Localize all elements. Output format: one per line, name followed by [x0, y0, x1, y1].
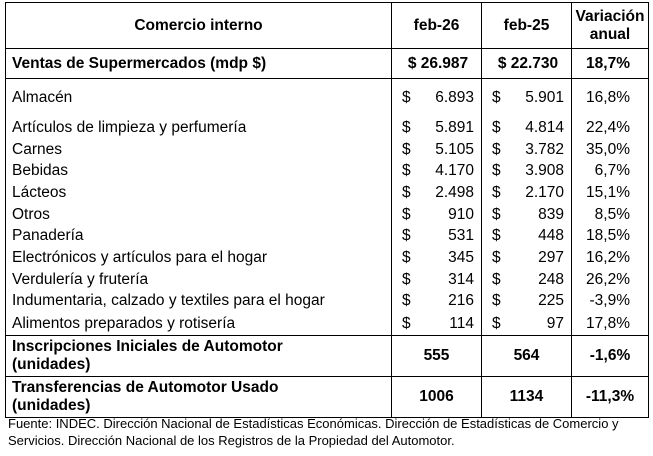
row-label: Verdulería y frutería — [6, 269, 392, 291]
row-value-feb-26 — [392, 312, 482, 336]
header-variation-line1: Variación — [575, 7, 645, 25]
row-variation: 26,2% — [572, 269, 649, 291]
row-value-feb-25 — [482, 312, 572, 336]
table-row — [6, 247, 649, 269]
row-variation: -3,9% — [572, 291, 649, 313]
header-variation — [572, 3, 649, 49]
amount: 4.170 — [435, 162, 474, 180]
total-label: Ventas de Supermercados (mdp $) — [6, 49, 392, 79]
row-value-feb-26 — [392, 204, 482, 226]
currency-symbol: $ — [402, 227, 411, 245]
row-value-feb-26 — [392, 291, 482, 313]
row-value-feb-26 — [392, 182, 482, 204]
currency-symbol: $ — [492, 183, 501, 201]
row-label: Artículos de limpieza y perfumería — [6, 117, 392, 139]
row-value-feb-25 — [482, 160, 572, 182]
row-label: Carnes — [6, 139, 392, 161]
row-value-feb-26 — [392, 79, 482, 118]
amount: 345 — [448, 248, 474, 266]
header-concept: Comercio interno — [6, 3, 392, 49]
amount: 5.105 — [435, 140, 474, 158]
row-label: Alimentos preparados y rotisería — [6, 312, 392, 336]
amount: 216 — [448, 292, 474, 310]
table-row — [6, 291, 649, 313]
total-feb-25: $ 22.730 — [482, 49, 572, 79]
row-value-feb-25 — [482, 247, 572, 269]
table-row — [6, 160, 649, 182]
amount: 2.170 — [525, 183, 564, 201]
row-label: Otros — [6, 204, 392, 226]
amount: 5.901 — [525, 89, 564, 106]
items-body — [6, 79, 649, 336]
currency-symbol: $ — [492, 227, 501, 245]
currency-symbol: $ — [492, 314, 501, 332]
auto-registrations-feb-26: 555 — [392, 336, 482, 377]
amount: 297 — [538, 248, 564, 266]
amount: 3.908 — [525, 162, 564, 180]
auto-registrations-feb-25: 564 — [482, 336, 572, 377]
currency-symbol: $ — [492, 162, 501, 180]
row-label: Indumentaria, calzado y textiles para el hogar — [6, 291, 392, 313]
currency-symbol: $ — [492, 89, 501, 106]
row-variation: 16,8% — [572, 79, 649, 118]
row-value-feb-26 — [392, 269, 482, 291]
header-variation-line2: anual — [589, 25, 631, 43]
auto-transfers-feb-26: 1006 — [392, 377, 482, 418]
auto-registrations-variation: -1,6% — [572, 336, 649, 377]
amount: 248 — [538, 270, 564, 288]
currency-symbol: $ — [402, 205, 411, 223]
row-value-feb-25 — [482, 204, 572, 226]
auto-transfers-feb-25: 1134 — [482, 377, 572, 418]
table-row — [6, 269, 649, 291]
supermarket-total-row — [6, 49, 649, 79]
auto-registrations-row — [6, 336, 649, 377]
row-value-feb-25 — [482, 139, 572, 161]
currency-symbol: $ — [402, 314, 411, 332]
currency-symbol: $ — [492, 270, 501, 288]
amount: 3.782 — [525, 140, 564, 158]
source-note: Fuente: INDEC. Dirección Nacional de Estadísticas Económicas. Dirección de Estadísticas de Comercio y Servicios. Dirección Nacional de los Registros de la Propiedad del Automotor. — [8, 416, 619, 448]
row-value-feb-25 — [482, 117, 572, 139]
row-value-feb-25 — [482, 291, 572, 313]
currency-symbol: $ — [402, 248, 411, 266]
currency-symbol: $ — [492, 248, 501, 266]
amount: 314 — [448, 270, 474, 288]
amount: 5.891 — [435, 118, 474, 136]
currency-symbol: $ — [402, 140, 411, 158]
table-row — [6, 182, 649, 204]
table-row — [6, 225, 649, 247]
row-label: Lácteos — [6, 182, 392, 204]
row-value-feb-25 — [482, 269, 572, 291]
row-value-feb-26 — [392, 117, 482, 139]
currency-symbol: $ — [402, 292, 411, 310]
row-value-feb-26 — [392, 160, 482, 182]
total-feb-26: $ 26.987 — [392, 49, 482, 79]
amount: 4.814 — [525, 118, 564, 136]
table-row — [6, 139, 649, 161]
currency-symbol: $ — [402, 270, 411, 288]
row-label: Bebidas — [6, 160, 392, 182]
row-value-feb-26 — [392, 247, 482, 269]
row-label: Almacén — [6, 79, 392, 118]
row-variation: 22,4% — [572, 117, 649, 139]
currency-symbol: $ — [402, 118, 411, 136]
row-variation: 8,5% — [572, 204, 649, 226]
amount: 2.498 — [435, 183, 474, 201]
currency-symbol: $ — [492, 140, 501, 158]
amount: 97 — [546, 314, 564, 332]
amount: 839 — [538, 205, 564, 223]
row-variation: 15,1% — [572, 182, 649, 204]
row-value-feb-25 — [482, 79, 572, 118]
auto-transfers-label-line1: Transferencias de Automotor Usado — [12, 379, 279, 397]
row-value-feb-26 — [392, 225, 482, 247]
currency-symbol: $ — [492, 292, 501, 310]
auto-transfers-label-line2: (unidades) — [12, 397, 91, 415]
table-row — [6, 117, 649, 139]
row-variation: 6,7% — [572, 160, 649, 182]
amount: 448 — [538, 227, 564, 245]
auto-transfers-row — [6, 377, 649, 418]
amount: 114 — [449, 314, 474, 332]
header-feb-25: feb-25 — [482, 3, 572, 49]
auto-transfers-variation: -11,3% — [572, 377, 649, 418]
row-variation: 18,5% — [572, 225, 649, 247]
row-variation: 16,2% — [572, 247, 649, 269]
row-value-feb-26 — [392, 139, 482, 161]
currency-symbol: $ — [402, 89, 411, 106]
total-variation: 18,7% — [572, 49, 649, 79]
amount: 225 — [538, 292, 564, 310]
row-value-feb-25 — [482, 182, 572, 204]
currency-symbol: $ — [492, 118, 501, 136]
amount: 531 — [448, 227, 474, 245]
row-label: Panadería — [6, 225, 392, 247]
auto-registrations-label-line2: (unidades) — [12, 356, 91, 374]
commerce-table — [5, 2, 649, 418]
amount: 6.893 — [435, 89, 474, 106]
header-feb-26: feb-26 — [392, 3, 482, 49]
auto-registrations-label — [6, 336, 392, 377]
row-variation: 17,8% — [572, 312, 649, 336]
table-row — [6, 204, 649, 226]
currency-symbol: $ — [402, 162, 411, 180]
table-row — [6, 312, 649, 336]
table-header-row — [6, 3, 649, 49]
currency-symbol: $ — [402, 183, 411, 201]
currency-symbol: $ — [492, 205, 501, 223]
auto-registrations-label-line1: Inscripciones Iniciales de Automotor — [12, 338, 283, 356]
row-value-feb-25 — [482, 225, 572, 247]
row-variation: 35,0% — [572, 139, 649, 161]
table-row — [6, 79, 649, 118]
row-label: Electrónicos y artículos para el hogar — [6, 247, 392, 269]
amount: 910 — [448, 205, 474, 223]
auto-transfers-label — [6, 377, 392, 418]
